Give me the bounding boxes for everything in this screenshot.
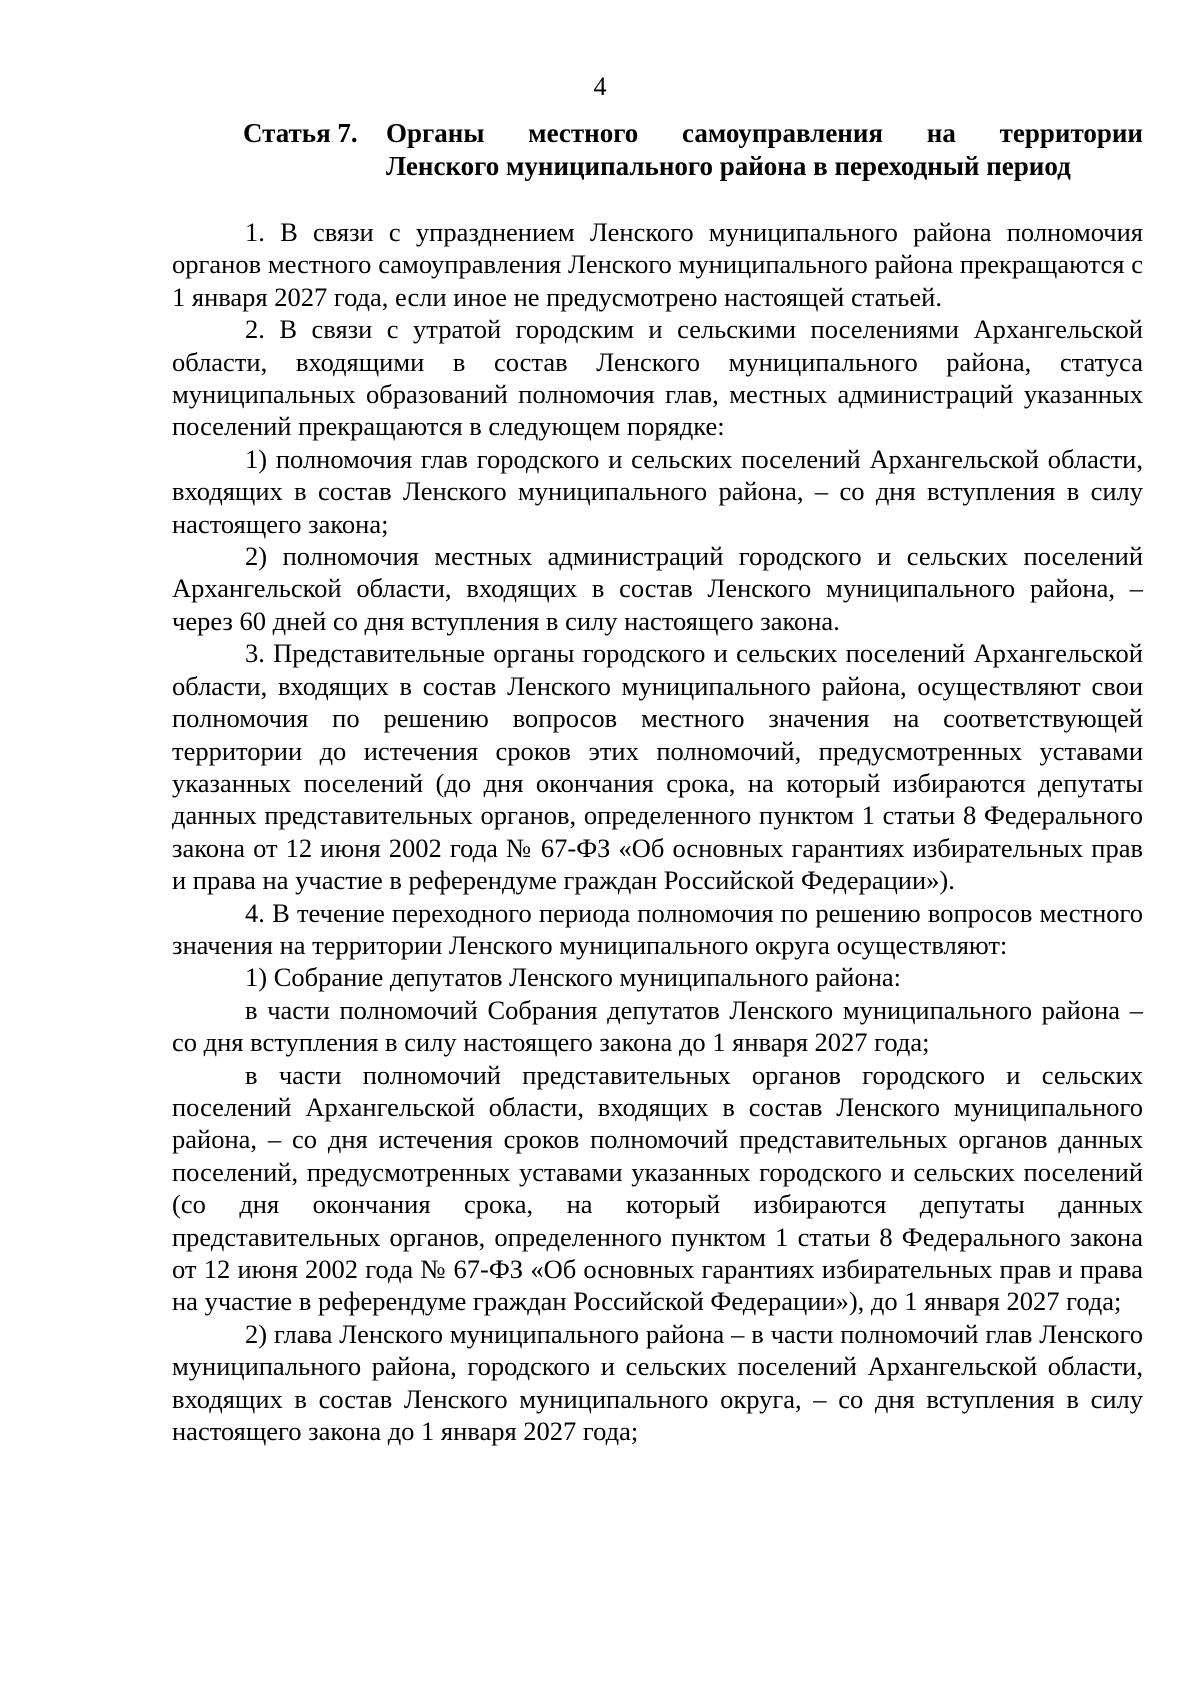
paragraph-4-item-1: 1) Собрание депутатов Ленского муниципального района: [245, 962, 902, 993]
paragraph-4-item-1-sub-2: в части полномочий представительных органов городского и сельских поселений Архангельской области, входящих в состав Ленского муниципального района, – со дня истечения сроков полномочий представительных органов данных поселений, предусмотренных уставами указанных городского и сельских поселений (со дня окончания срока, на который избираются депутаты данных представительных органов, определенного пунктом 1 статьи 8 Федерального закона от 12 июня 2002 года № 67-ФЗ «Об основных гарантиях избирательных прав и права на участие в референдуме граждан Российской Федерации»), до 1 января 2027 года; [172, 1059, 1143, 1317]
page-number: 4 [593, 72, 607, 101]
article-label: Статья 7. [243, 118, 358, 148]
paragraph-2: 2. В связи с утратой городским и сельскими поселениями Архангельской области, входящими в состав Ленского муниципального района, статуса муниципальных образований полномочия глав, местных администраций указанных поселений прекращаются в следующем порядке: [172, 314, 1143, 442]
paragraph-4-item-2: 2) глава Ленского муниципального района – в части полномочий глав Ленского муниципального района, городского и сельских поселений Архангельской области, входящих в состав Ленского муниципального округа, – со дня вступления в силу настоящего закона до 1 января 2027 года; [172, 1318, 1143, 1447]
paragraph-4-item-1-sub-1: в части полномочий Собрания депутатов Ленского муниципального района – со дня вступления в силу настоящего закона до 1 января 2027 года; [172, 994, 1143, 1058]
article-title-line-1: Органы местного самоуправления на территории [386, 118, 1143, 148]
article-body [172, 216, 1143, 1447]
article-heading-row [243, 117, 1143, 150]
paragraph-1: 1. В связи с упразднением Ленского муниципального района полномочия органов местного самоуправления Ленского муниципального района прекращаются с 1 января 2027 года, если иное не предусмотрено настоящей статьей. [172, 217, 1143, 312]
article-heading [243, 117, 1143, 183]
paragraph-2-item-2: 2) полномочия местных администраций городского и сельских поселений Архангельской области, входящих в состав Ленского муниципального района, – через 60 дней со дня вступления в силу настоящего закона. [172, 541, 1143, 636]
paragraph-3: 3. Представительные органы городского и сельских поселений Архангельской области, входящих в состав Ленского муниципального района, осуществляют свои полномочия по решению вопросов местного значения на соответствующей территории до истечения сроков этих полномочий, предусмотренных уставами указанных поселений (до дня окончания срока, на который избираются депутаты данных представительных органов, определенного пунктом 1 статьи 8 Федерального закона от 12 июня 2002 года № 67-ФЗ «Об основных гарантиях избирательных прав и права на участие в референдуме граждан Российской Федерации»). [172, 638, 1143, 896]
paragraph-4: 4. В течение переходного периода полномочия по решению вопросов местного значения на территории Ленского муниципального округа осуществляют: [172, 897, 1143, 960]
article-title-line-2: Ленского муниципального района в переходный период [386, 151, 1071, 181]
paragraph-2-item-1: 1) полномочия глав городского и сельских поселений Архангельской области, входящих в состав Ленского муниципального района, – со дня вступления в силу настоящего закона; [172, 443, 1143, 539]
